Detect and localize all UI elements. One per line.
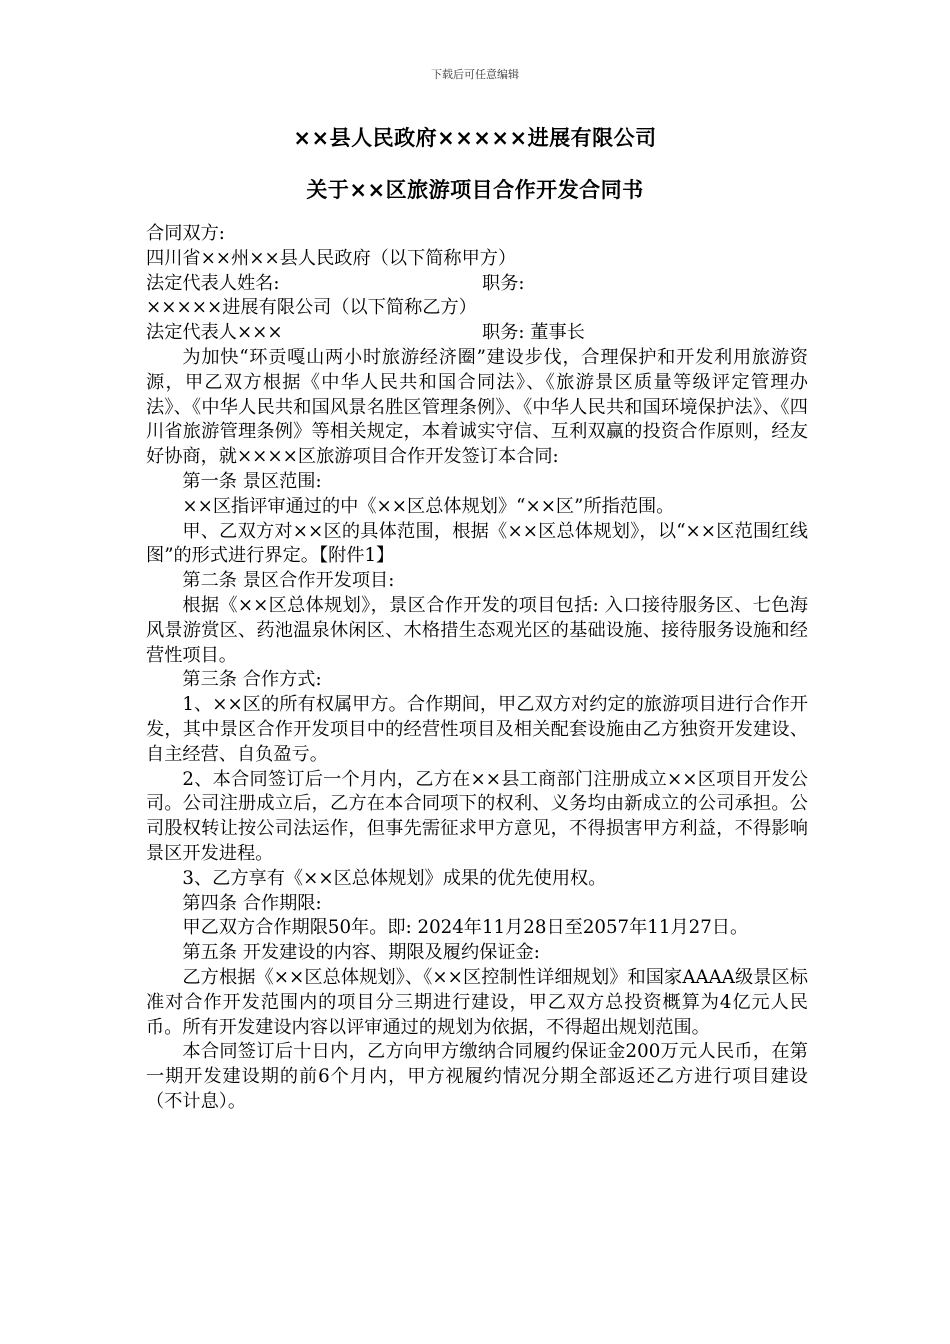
header-note: 下载后可任意编辑 bbox=[431, 68, 519, 81]
parties-label: 合同双方: bbox=[146, 223, 225, 244]
intro-paragraph: 为加快“环贡嘎山两小时旅游经济圈”建设步伐，合理保护和开发利用旅游资源，甲乙双方根据《中华人民共和国合同法》、《旅游景区质量等级评定管理办法》、《中华人民共和国风景名胜区管理条例》、《中华人民共和国环境保护法》、《四川省旅游管理条例》等相关规定，本着诚实守信、互利双赢的投资合作原则，经友好协商，就××××区旅游项目合作开发签订本合同: bbox=[146, 346, 808, 468]
party-b: ×××××进展有限公司（以下简称乙方） bbox=[146, 297, 477, 319]
article3-paragraph: 2、本合同签订后一个月内，乙方在××县工商部门注册成立××区项目开发公司。公司注册成立后，乙方在本合同项下的权利、义务均由新成立的公司承担。公司股权转让按公司法运作，但事先需征求甲方意见，不得损害甲方利益，不得影响景区开发进程。 bbox=[146, 768, 808, 864]
article2-heading: 第二条 景区合作开发项目: bbox=[182, 570, 395, 592]
article1-paragraph: ××区指评审通过的中《××区总体规划》“××区”所指范围。 bbox=[182, 495, 675, 517]
article4-heading: 第四条 合作期限: bbox=[182, 892, 322, 914]
article3-heading: 第三条 合作方式: bbox=[182, 669, 322, 691]
contract-body bbox=[146, 222, 808, 1115]
document-title-line2: 关于××区旅游项目合作开发合同书 bbox=[306, 178, 644, 202]
article3-paragraph: 1、××区的所有权属甲方。合作期间，甲乙双方对约定的旅游项目进行合作开发，其中景区合作开发项目中的经营性项目及相关配套设施由乙方独资开发建设、自主经营、自负盈亏。 bbox=[146, 694, 808, 765]
article5-paragraph: 乙方根据《××区总体规划》、《××区控制性详细规划》和国家AAAA级景区标准对合作开发范围内的项目分三期进行建设，甲乙双方总投资概算为4亿元人民币。所有开发建设内容以评审通过的规划为依据，不得超出规划范围。 bbox=[146, 966, 808, 1038]
article1-paragraph: 甲、乙双方对××区的具体范围，根据《××区总体规划》，以“××区范围红线图”的形式进行界定。【附件1】 bbox=[146, 520, 808, 567]
party-b-rep-row bbox=[146, 321, 808, 346]
article1-heading: 第一条 景区范围: bbox=[182, 470, 322, 492]
party-b-rep-label: 法定代表人××× bbox=[146, 322, 283, 344]
party-b-title-label: 职务: 董事长 bbox=[482, 322, 585, 344]
article5-heading: 第五条 开发建设的内容、期限及履约保证金: bbox=[182, 942, 540, 964]
party-a-title-label: 职务: bbox=[482, 272, 525, 294]
article5-paragraph: 本合同签订后十日内，乙方向甲方缴纳合同履约保证金200万元人民币，在第一期开发建设期的前6个月内，甲方视履约情况分期全部返还乙方进行项目建设（不计息）。 bbox=[146, 1041, 808, 1112]
document-title-line1: ××县人民政府×××××进展有限公司 bbox=[293, 126, 657, 150]
article2-paragraph: 根据《××区总体规划》，景区合作开发的项目包括: 入口接待服务区、七色海风景游赏区、药池温泉休闲区、木格措生态观光区的基础设施、接待服务设施和经营性项目。 bbox=[146, 594, 808, 666]
article3-paragraph: 3、乙方享有《××区总体规划》成果的优先使用权。 bbox=[182, 867, 607, 889]
party-a-rep-row bbox=[146, 272, 808, 297]
party-a-rep-label: 法定代表人姓名: bbox=[146, 272, 280, 294]
party-a: 四川省××州××县人民政府（以下简称甲方） bbox=[146, 247, 517, 269]
article4-paragraph: 甲乙双方合作期限50年。即: 2024年11月28日至2057年11月27日。 bbox=[182, 917, 749, 939]
